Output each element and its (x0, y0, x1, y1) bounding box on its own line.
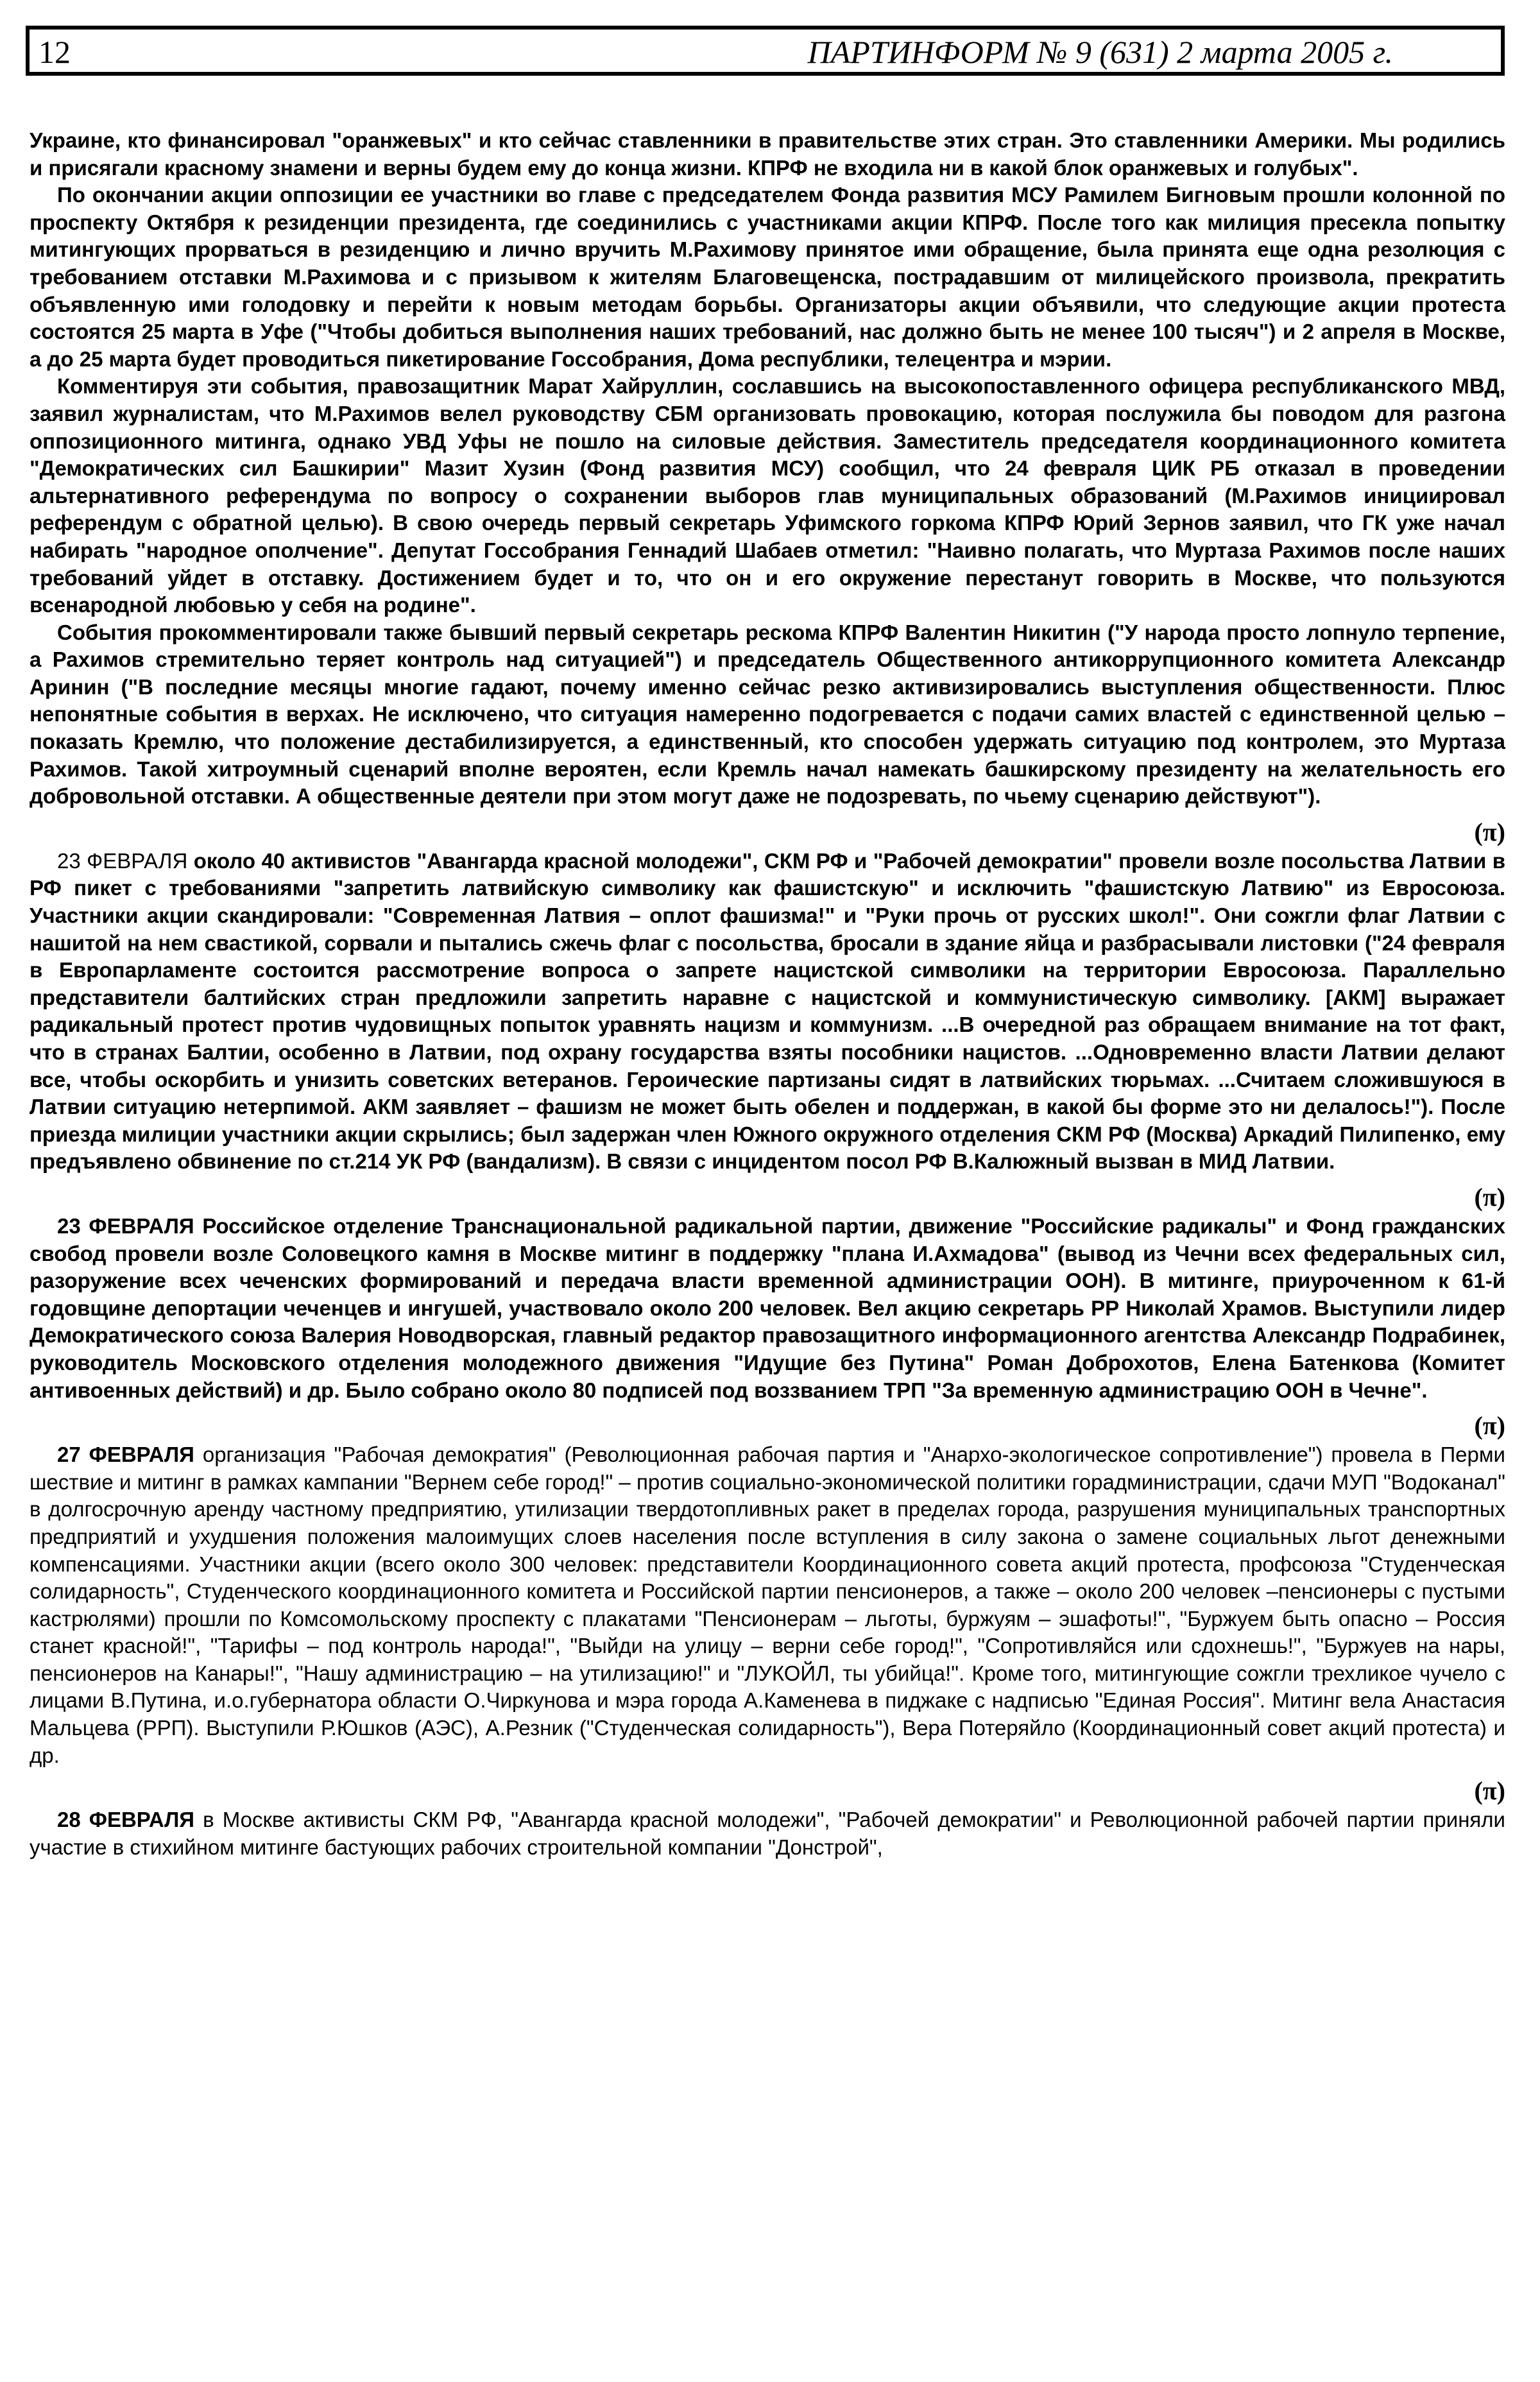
page-header (26, 26, 1505, 76)
paragraph: По окончании акции оппозиции ее участники во главе с председателем Фонда развития МСУ Рамилем Бигновым прошли колонной по проспекту Октября к резиденции президента, где соединились с участниками акции КПРФ. После того как милиция пресекла попытку митингующих прорваться в резиденцию и лично вручить М.Рахимову принятое ими обращение, была принята еще одна резолюция с требованием отставки М.Рахимова и с призывом к жителям Благовещенска, пострадавшим от милицейского произвола, прекратить объявленную ими голодовку и перейти к новым методам борьбы. Организаторы акции объявили, что следующие акции протеста состоятся 25 марта в Уфе ("Чтобы добиться выполнения наших требований, нас должно быть не менее 100 тысяч") и 2 апреля в Москве, а до 25 марта будет проводиться пикетирование Госсобрания, Дома республики, телецентра и мэрии. (30, 183, 1505, 371)
news-text: в Москве активисты СКМ РФ, "Авангарда красной молодежи", "Рабочей демократии" и Революционной рабочей партии приняли участие в стихийном митинге бастующих рабочих строительной компании "Донстрой", (30, 1808, 1505, 1859)
news-item (30, 848, 1505, 1176)
news-item (30, 1213, 1505, 1404)
news-text: организация "Рабочая демократия" (Революционная рабочая партия и "Анархо-экологическое сопротивление") провела в Перми шествие и митинг в рамках кампании "Вернем себе город!" – против социально-экономической политики горадминистрации, сдачи МУП "Водоканал" в долгосрочную аренду частному предприятию, утилизации твердотопливных ракет в пределах города, разрушения муниципальных транспортных предприятий и ухудшения положения малоимущих слоев населения после вступления в силу закона о замене социальных льгот денежными компенсациями. Участники акции (всего около 300 человек: представители Координационного совета акций протеста, профсоюза "Студенческая солидарность", Студенческого координационного комитета и Российской партии пенсионеров, а также – около 200 человек –пенсионеры с пустыми кастрюлями) прошли по Комсомольскому проспекту с плакатами "Пенсионерам – льготы, буржуям – эшафоты!", "Буржуем быть опасно – Россия станет красной!", "Тарифы – под контроль народа!", "Выйди на улицу – верни себе город!", "Сопротивляйся или сдохнешь!", "Буржуев на нары, пенсионеров на Канары!", "Нашу администрацию – на утилизацию!" и "ЛУКОЙЛ, ты убийца!". Кроме того, митингующие сожгли трехликое чучело с лицами В.Путина, и.о.губернатора области О.Чиркунова и мэра города А.Каменева в пиджаке с надписью "Единая Россия". Митинг вела Анастасия Мальцева (РРП). Выступили Р.Юшков (АЭС), А.Резник ("Студенческая солидарность"), Вера Потеряйло (Координационный совет акций протеста) и др. (30, 1443, 1505, 1767)
news-text: около 40 активистов "Авангарда красной молодежи", СКМ РФ и "Рабочей демократии" провели возле посольства Латвии в РФ пикет с требованиями "запретить латвийскую символику как фашистскую" и исключить "фашистскую Латвию" из Евросоюза. Участники акции скандировали: "Современная Латвия – оплот фашизма!" и "Руки прочь от русских школ!". Они сожгли флаг Латвии с нашитой на нем свастикой, сорвали и пытались сжечь флаг с посольства, бросали в здание яйца и разбрасывали листовки ("24 февраля в Европарламенте состоится рассмотрение вопроса о запрете нацистской символики на территории Евросоюза. Параллельно представители балтийских стран предложили запретить наравне с нацистской и коммунистическую символику. [АКМ] выражает радикальный протест против чудовищных попыток уравнять нацизм и коммунизм. ...В очередной раз обращаем внимание на тот факт, что в странах Балтии, особенно в Латвии, под охрану государства взяты пособники нацистов. ...Одновременно власти Латвии делают все, чтобы оскорбить и унизить советских ветеранов. Героические партизаны сидят в латвийских тюрьмах. ...Считаем сложившуюся в Латвии ситуацию нетерпимой. АКМ заявляет – фашизм не может быть обелен и поддержан, в какой бы форме это ни делалось!"). После приезда милиции участники акции скрылись; был задержан член Южного окружного отделения СКМ РФ (Москва) Аркадий Пилипенко, ему предъявлено обвинение по ст.214 УК РФ (вандализм). В связи с инцидентом посол РФ В.Калюжный вызван в МИД Латвии. (30, 848, 1505, 1174)
news-date: 28 ФЕВРАЛЯ (57, 1808, 195, 1832)
news-item (30, 1806, 1505, 1861)
paragraph: Украине, кто финансировал "оранжевых" и кто сейчас ставленники в правительстве этих стран. Это ставленники Америки. Мы родились и присягали красному знамени и верны будем ему до конца жизни. КПРФ не входила ни в какой блок оранжевых и голубых". (30, 128, 1505, 180)
news-date: 27 ФЕВРАЛЯ (57, 1443, 194, 1467)
news-item (30, 1441, 1505, 1769)
author-signature: (π) (1474, 1776, 1505, 1806)
issue-title: ПАРТИНФОРМ № 9 (631) 2 марта 2005 г. (807, 34, 1393, 70)
author-signature: (π) (1474, 1182, 1505, 1212)
author-signature: (π) (1474, 1411, 1505, 1441)
page-number: 12 (38, 34, 71, 70)
news-text: Российское отделение Транснациональной радикальной партии, движение "Российские радикалы" и Фонд гражданских свобод провели возле Соловецкого камня в Москве митинг в поддержку "плана И.Ахмадова" (вывод из Чечни всех федеральных сил, разоружение всех чеченских формирований и передача власти временной администрации ООН). В митинге, приуроченном к 61-й годовщине депортации чеченцев и ингушей, участвовало около 200 человек. Вел акцию секретарь РР Николай Храмов. Выступили лидер Демократического союза Валерия Новодворская, главный редактор правозащитного информационного агентства Александр Подрабинек, руководитель Московского отделения молодежного движения "Идущие без Путина" Роман Доброхотов, Елена Батенкова (Комитет антивоенных действий) и др. Было собрано около 80 подписей под воззванием ТРП "За временную администрацию ООН в Чечне". (30, 1213, 1505, 1402)
news-date: 23 ФЕВРАЛЯ (57, 848, 188, 873)
news-date: 23 ФЕВРАЛЯ (57, 1213, 194, 1238)
author-signature: (π) (1474, 817, 1505, 846)
paragraph: События прокомментировали также бывший первый секретарь рескома КПРФ Валентин Никитин ("У народа просто лопнуло терпение, а Рахимов стремительно теряет контроль над ситуацией") и председатель Общественного антикоррупционного комитета Александр Аринин ("В последние месяцы многие гадают, почему именно сейчас резко активизировались выступления общественности. Плюс непонятные события в верхах. Не исключено, что ситуация намеренно подогревается с подачи самих властей с единственной целью – показать Кремлю, что положение дестабилизируется, а единственный, кто способен удержать ситуацию под контролем, это Муртаза Рахимов. Такой хитроумный сценарий вполне вероятен, если Кремль начал намекать башкирскому президенту на желательность его добровольной отставки. А общественные деятели при этом могут даже не подозревать, по чьему сценарию действуют"). (30, 620, 1505, 809)
paragraph: Комментируя эти события, правозащитник Марат Хайруллин, сославшись на высокопоставленного офицера республиканского МВД, заявил журналистам, что М.Рахимов велел руководству СБМ организовать провокацию, которая послужила бы поводом для разгона оппозиционного митинга, однако УВД Уфы не пошло на силовые действия. Заместитель председателя координационного комитета "Демократических сил Башкирии" Мазит Хузин (Фонд развития МСУ) сообщил, что 24 февраля ЦИК РБ отказал в проведении альтернативного референдума по вопросу о сохранении выборов глав муниципальных образований (М.Рахимов инициировал референдум с обратной целью). В свою очередь первый секретарь Уфимского горкома КПРФ Юрий Зернов заявил, что ГК уже начал набирать "народное ополчение". Депутат Госсобрания Геннадий Шабаев отметил: "Наивно полагать, что Муртаза Рахимов после наших требований уйдет в отставку. Достижением будет и то, что он и его окружение перестанут говорить в Москве, что пользуются всенародной любовью у себя на родине". (30, 374, 1505, 617)
article-body (30, 127, 1505, 1861)
